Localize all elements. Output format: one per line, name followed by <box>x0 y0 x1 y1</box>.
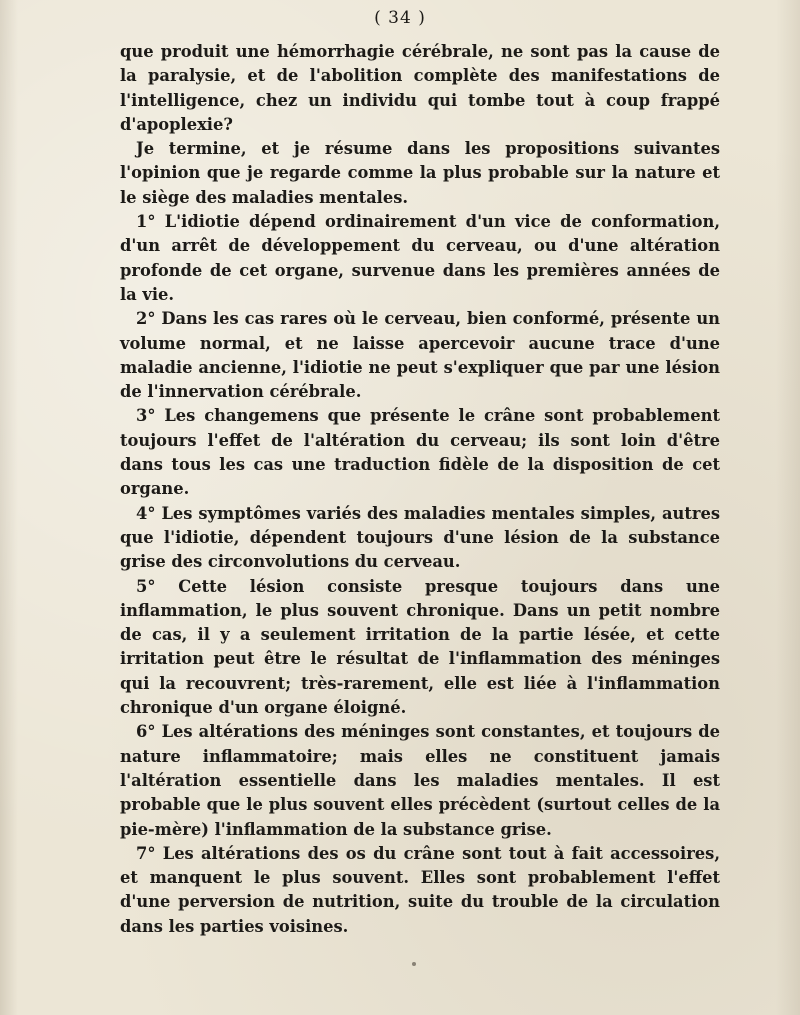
body-text <box>120 40 720 939</box>
proposition-5: 5° Cette lésion consiste presque toujours dans une inflammation, le plus souvent chronique. Dans un petit nombre de cas, il y a seulement irritation de la partie lésée, et cette irritation peut être le résultat de l'inflammation des méninges qui la recouvrent; très-rarement, elle est liée à l'inflammation chronique d'un organe éloigné. <box>120 576 720 718</box>
paragraph-conclusion-intro: Je termine, et je résume dans les propositions suivantes l'opinion que je regarde comme la plus probable sur la nature et le siège des maladies mentales. <box>120 139 720 207</box>
proposition-6: 6° Les altérations des méninges sont constantes, et toujours de nature inflammatoire; mais elles ne constituent jamais l'altération essentielle dans les maladies mentales. Il est probable que le plus souvent elles précèdent (surtout celles de la pie-mère) l'inflammation de la substance grise. <box>120 722 720 839</box>
proposition-7: 7° Les altérations des os du crâne sont tout à fait accessoires, et manquent le plus souvent. Elles sont probablement l'effet d'une perversion de nutrition, suite du trouble de la circulation dans les parties voisines. <box>120 843 720 936</box>
proposition-4: 4° Les symptômes variés des maladies mentales simples, autres que l'idiotie, dépendent toujours d'une lésion de la substance grise des circonvolutions du cerveau. <box>120 503 720 572</box>
proposition-1: 1° L'idiotie dépend ordinairement d'un vice de conformation, d'un arrêt de développement du cerveau, ou d'une altération profonde de cet organe, survenue dans les premières années de la vie. <box>120 212 720 304</box>
page-number: ( 34 ) <box>374 8 426 28</box>
proposition-2: 2° Dans les cas rares où le cerveau, bien conformé, présente un volume normal, et ne laisse apercevoir aucune trace d'une maladie ancienne, l'idiotie ne peut s'expliquer que par une lésion de l'innervation cérébrale. <box>120 309 720 402</box>
ink-speck <box>412 962 416 966</box>
paragraph-continuation: que produit une hémorrhagie cérébrale, ne sont pas la cause de la paralysie, et de l'abolition complète des manifestations de l'intelligence, chez un individu qui tombe tout à coup frappé d'apoplexie? <box>120 42 720 134</box>
proposition-3: 3° Les changemens que présente le crâne sont probablement toujours l'effet de l'altération du cerveau; ils sont loin d'être dans tous les cas une traduction fidèle de la disposition de cet organe. <box>120 406 720 499</box>
